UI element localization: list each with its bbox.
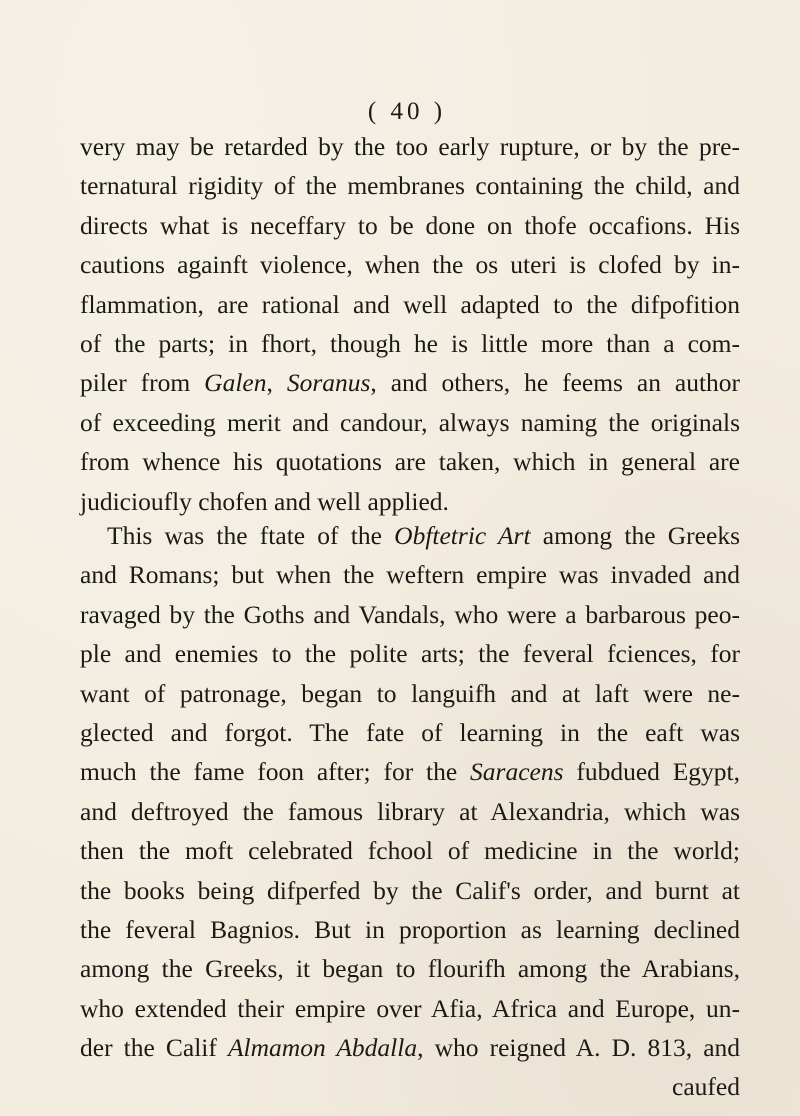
text-segment: much the fame foon after; for the xyxy=(80,757,458,787)
text-line: the books being difperfed by the Calif's order, and burnt at xyxy=(80,875,740,905)
italic-name-almamon-abdalla: Almamon Abdalla xyxy=(227,1033,418,1063)
text-line: want of patronage, began to languifh and at laft were ne- xyxy=(80,678,740,708)
text-line: cautions againft violence, when the os uteri is clofed by in- xyxy=(80,250,740,280)
text-line xyxy=(80,752,740,791)
text-line: who extended their empire over Afia, Africa and Europe, un- xyxy=(80,993,740,1023)
text-line: the feveral Bagnios. But in proportion as learning declined xyxy=(80,914,740,944)
text-line: glected and forgot. The fate of learning in the eaft was xyxy=(80,717,740,747)
text-line: ternatural rigidity of the membranes containing the child, and xyxy=(80,171,740,201)
text-segment: among the Greeks xyxy=(542,521,740,550)
text-segment: piler from xyxy=(80,368,191,398)
text-line: flammation, are rational and well adapted to the difpofition xyxy=(80,289,740,319)
text-line: very may be retarded by the too early rupture, or by the pre- xyxy=(80,132,740,161)
text-segment: fubdued Egypt, xyxy=(576,757,741,787)
text-line: of the parts; in fhort, though he is little more than a com- xyxy=(80,328,740,358)
text-line: from whence his quotations are taken, which in general are xyxy=(80,447,740,477)
text-line: then the moft celebrated fchool of medicine in the world; xyxy=(80,836,740,866)
text-line: ple and enemies to the polite arts; the feveral fciences, for xyxy=(80,639,740,669)
paragraph-2 xyxy=(80,516,740,1107)
catchword: caufed xyxy=(672,1072,740,1102)
paragraph-1 xyxy=(80,127,740,521)
text-line: directs what is neceffary to be done on thofe occafions. His xyxy=(80,210,740,240)
text-line: and Romans; but when the weftern empire was invaded and xyxy=(80,560,740,590)
text-segment: who reigned A. D. 813, and xyxy=(434,1033,741,1063)
italic-term-obstetric-art: Obftetric Art xyxy=(394,521,531,550)
italic-name-galen: Galen xyxy=(204,368,267,398)
text-line: ravaged by the Goths and Vandals, who were a barbarous peo- xyxy=(80,599,740,629)
text-line: of exceeding merit and candour, always naming the originals xyxy=(80,407,740,437)
text-line: among the Greeks, it began to flourifh among the Arabians, xyxy=(80,954,740,984)
italic-name-saracens: Saracens xyxy=(470,757,564,787)
page-number: ( 40 ) xyxy=(367,98,447,125)
text-segment: der the Calif xyxy=(80,1033,217,1063)
text-line: judicioufly chofen and well applied. xyxy=(80,486,449,516)
text-line: and deftroyed the famous library at Alexandria, which was xyxy=(80,796,740,826)
text-line: piler from Galen, Soranus, and others, he feems an author xyxy=(80,368,741,398)
text-line: der the Calif Almamon Abdalla, who reigned A. D. 813, and xyxy=(80,1033,741,1063)
text-line xyxy=(80,516,740,555)
text-segment: and others, he feems an author xyxy=(390,368,741,398)
italic-name-soranus: Soranus xyxy=(286,368,371,398)
text-segment: This was the ftate of the xyxy=(107,521,382,550)
